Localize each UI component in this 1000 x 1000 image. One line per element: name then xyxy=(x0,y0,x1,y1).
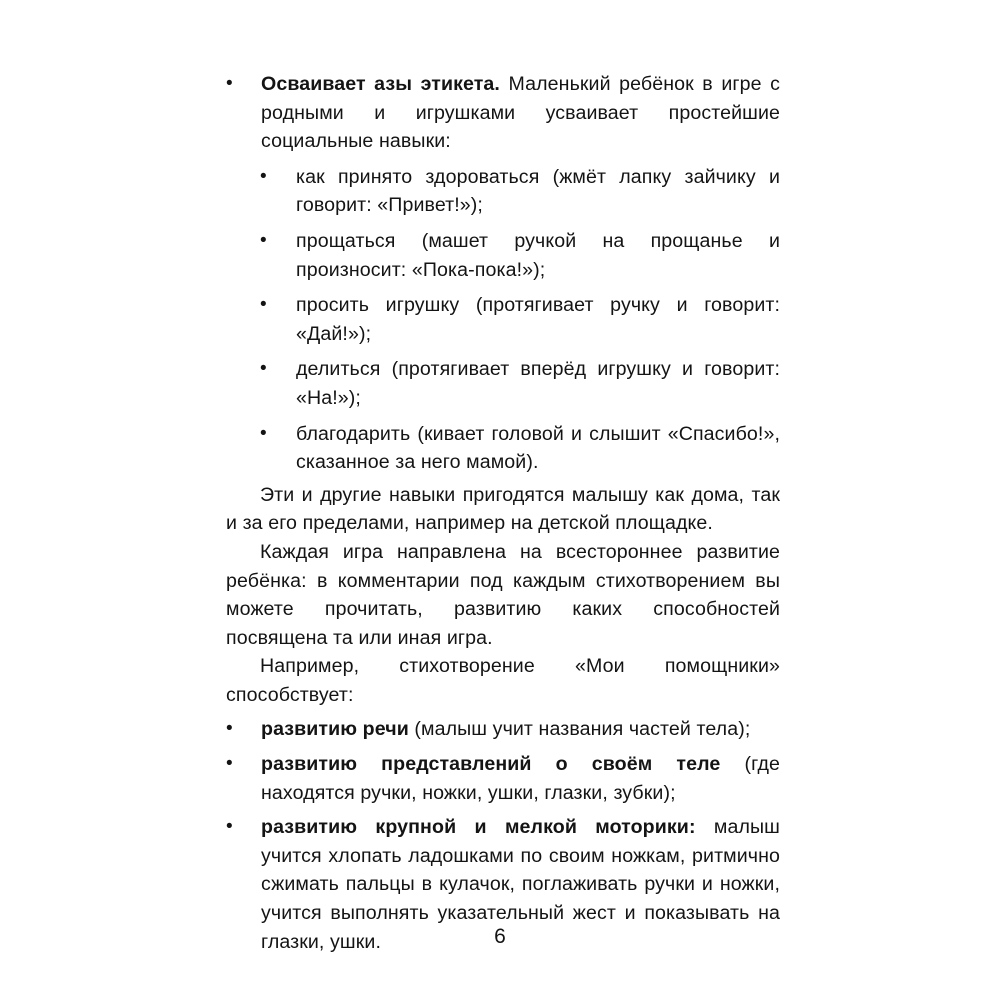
subbullet-farewell xyxy=(226,227,780,284)
bullet-text: малыш учится хлопать ладошками по своим ножкам, ритмично сжимать пальцы в кулачок, поглаживать ручки и ножки, учится выполнять указательный жест и показывать на глазки, ушки. xyxy=(261,816,780,953)
bullet-marker: • xyxy=(260,358,267,380)
bullet-marker: • xyxy=(226,816,233,838)
subbullet-asking xyxy=(226,291,780,348)
subbullet-thanking xyxy=(226,420,780,477)
bullet-body-awareness xyxy=(226,750,780,807)
subbullet-text: просить игрушку (протягивает ручку и говорит: «Дай!»); xyxy=(296,294,780,345)
page-number: 6 xyxy=(494,925,506,948)
bullet-lead: Осваивает азы этикета. xyxy=(261,73,500,95)
paragraph-development: Каждая игра направлена на всестороннее развитие ребёнка: в комментарии под каждым стихотворением вы можете прочитать, развитию каких способностей посвящена та или иная игра. xyxy=(226,540,780,649)
bullet-lead: развитию представлений о своём теле xyxy=(261,753,721,776)
bullet-text: Маленький ребёнок в игре с родными и игрушками усваивает простейшие социальные навыки: xyxy=(261,73,780,153)
subbullet-text: прощаться (машет ручкой на прощанье и произносит: «Пока-пока!»); xyxy=(296,229,780,281)
bullet-marker: • xyxy=(226,73,233,94)
bullet-marker: • xyxy=(260,422,267,444)
bullet-marker: • xyxy=(226,718,233,740)
subbullet-greeting xyxy=(226,163,780,220)
bullet-speech xyxy=(226,715,780,744)
bullet-marker: • xyxy=(226,753,233,775)
bullet-marker: • xyxy=(260,229,267,251)
bullet-text: (малыш учит названия частей тела); xyxy=(408,718,751,741)
subbullet-text: делиться (протягивает вперёд игрушку и говорит: «На!»); xyxy=(296,358,780,409)
bullet-marker: • xyxy=(260,294,267,316)
subbullet-text: благодарить (кивает головой и слышит «Спасибо!», сказанное за него мамой). xyxy=(296,422,780,474)
bullet-marker: • xyxy=(260,165,267,187)
subbullet-text: как принято здороваться (жмёт лапку зайчику и говорит: «Привет!»); xyxy=(296,165,780,217)
paragraph-skills: Эти и другие навыки пригодятся малышу как дома, так и за его пределами, например на детской площадке. xyxy=(226,483,780,535)
paragraph-example: Например, стихотворение «Мои помощники» способствует: xyxy=(226,655,780,706)
bullet-lead: развитию крупной и мелкой моторики: xyxy=(261,816,696,839)
bullet-lead: развитию речи xyxy=(261,718,409,741)
page-body xyxy=(226,70,780,956)
bullet-text: (где находятся ручки, ножки, ушки, глазки, зубки); xyxy=(261,753,780,804)
bullet-etiquette xyxy=(226,70,780,156)
subbullet-sharing xyxy=(226,355,780,412)
